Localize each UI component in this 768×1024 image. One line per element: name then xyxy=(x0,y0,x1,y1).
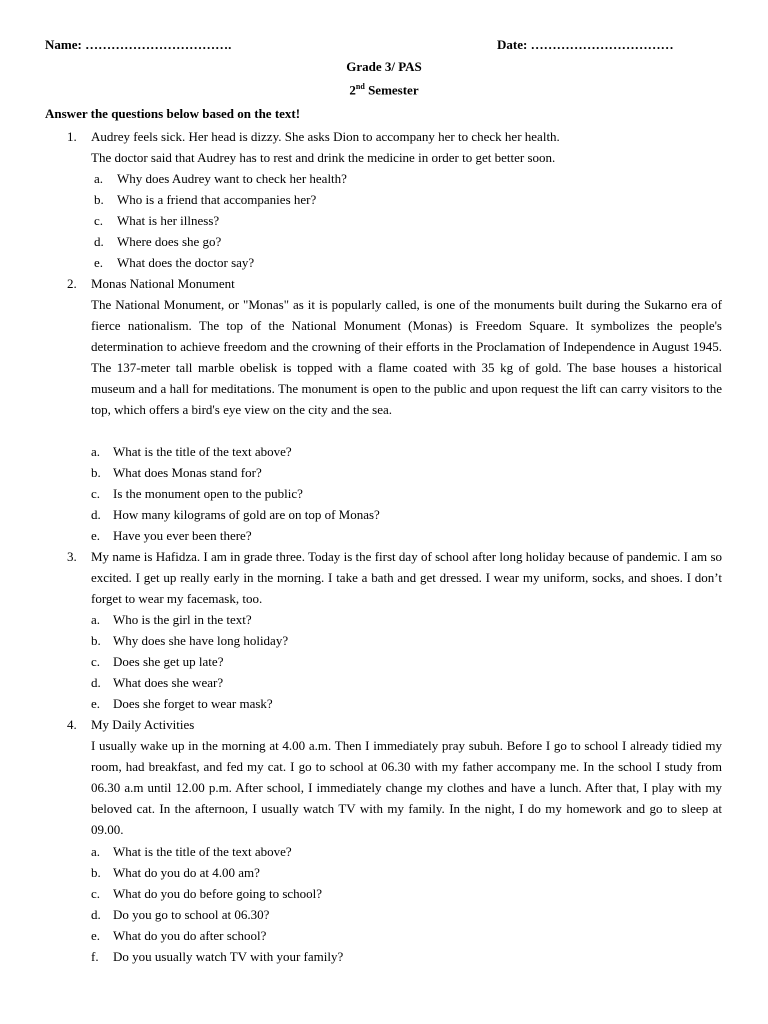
question-paragraph: The National Monument, or "Monas" as it is popularly called, is one of the monuments built during the Sukarno era of fierce nationalism. The top of the National Monument (Monas) is Freedom Square. It symbolizes the people's determination to achieve freedom and the crowning of their efforts in the Proclamation of Independence in August 1945. The 137-meter tall marble obelisk is topped with a flame coated with 35 kg of gold. The base houses a historical museum and a hall for meditations. The monument is open to the public and upon request the lift can carry visitors to the top, which offers a bird's eye view on the city and the sea. xyxy=(91,297,722,417)
sub-question-letter: c. xyxy=(91,486,101,501)
sub-question-text: What does she wear? xyxy=(113,675,224,690)
sub-question-text: What is the title of the text above? xyxy=(113,844,292,859)
sub-question-text: Who is the girl in the text? xyxy=(113,612,252,627)
sub-question-letter: a. xyxy=(91,444,101,459)
sub-question-letter: e. xyxy=(91,696,101,711)
sub-question-text: Why does she have long holiday? xyxy=(113,633,289,648)
question-number: 2. xyxy=(67,276,77,291)
date-field-label: Date: …………………………… xyxy=(497,37,674,52)
sub-question-letter: d. xyxy=(91,507,101,522)
sub-question-text: What is her illness? xyxy=(117,213,220,228)
sub-question-letter: d. xyxy=(94,234,104,249)
sub-question-letter: b. xyxy=(94,192,104,207)
question-paragraph: I usually wake up in the morning at 4.00 a.m. Then I immediately pray subuh. Before I go to school I already tidied my room, had breakfast, and fed my cat. I go to school at 06.30 with my father accompany me. In the school I study from 06.30 a.m until 12.00 p.m. After school, I immediately change my clothes and have a lunch. After that, I play with my beloved cat. In the afternoon, I usually watch TV with my family. In the night, I do my homework and go to sleep at 09.00. xyxy=(91,738,722,837)
sub-question-letter: d. xyxy=(91,675,101,690)
sub-question-text: Does she forget to wear mask? xyxy=(113,696,273,711)
sub-question-letter: c. xyxy=(91,654,101,669)
question-number: 4. xyxy=(67,717,77,732)
sub-question-text: What is the title of the text above? xyxy=(113,444,292,459)
sub-question-text: What does the doctor say? xyxy=(117,255,255,270)
sub-question-text: Does she get up late? xyxy=(113,654,224,669)
sub-question-text: Have you ever been there? xyxy=(113,528,252,543)
header-row xyxy=(45,37,725,55)
sub-question-letter: f. xyxy=(91,949,99,964)
question-number: 1. xyxy=(67,129,77,144)
sub-question-text: What do you do after school? xyxy=(113,928,267,943)
grade-title: Grade 3/ PAS xyxy=(346,59,422,74)
sub-question-text: Is the monument open to the public? xyxy=(113,486,303,501)
sub-question-text: Why does Audrey want to check her health? xyxy=(117,171,347,186)
sub-question-letter: e. xyxy=(91,528,101,543)
sub-question-letter: d. xyxy=(91,907,101,922)
question-number: 3. xyxy=(67,549,77,564)
sub-question-text: What do you do at 4.00 am? xyxy=(113,865,260,880)
sub-question-text: How many kilograms of gold are on top of Monas? xyxy=(113,507,380,522)
sub-question-letter: a. xyxy=(91,844,101,859)
semester-word: Semester xyxy=(364,82,419,98)
name-field-label: Name: ……………………………. xyxy=(45,37,232,52)
sub-question-letter: b. xyxy=(91,633,101,648)
instruction: Answer the questions below based on the text! xyxy=(45,106,301,121)
sub-question-text: Do you usually watch TV with your family? xyxy=(113,949,344,964)
question-paragraph: My name is Hafidza. I am in grade three. Today is the first day of school after long holiday because of pandemic. I am so excited. I get up really early in the morning. I take a bath and get dressed. I wear my uniform, socks, and shoes. I don’t forget to wear my facemask, too. xyxy=(91,549,722,606)
question-title: Monas National Monument xyxy=(91,276,235,291)
semester-number: 2 xyxy=(349,82,356,98)
sub-question-letter: a. xyxy=(91,612,101,627)
sub-question-letter: e. xyxy=(91,928,101,943)
sub-question-text: Do you go to school at 06.30? xyxy=(113,907,270,922)
sub-question-text: What does Monas stand for? xyxy=(113,465,262,480)
sub-question-text: Who is a friend that accompanies her? xyxy=(117,192,317,207)
sub-question-letter: a. xyxy=(94,171,104,186)
sub-question-text: What do you do before going to school? xyxy=(113,886,323,901)
question-title: My Daily Activities xyxy=(91,717,195,732)
sub-question-letter: e. xyxy=(94,255,104,270)
semester-title xyxy=(0,82,768,98)
question-paragraph: The doctor said that Audrey has to rest and drink the medicine in order to get better soon. xyxy=(91,150,556,165)
question-title: Audrey feels sick. Her head is dizzy. She asks Dion to accompany her to check her health. xyxy=(91,129,560,144)
sub-question-text: Where does she go? xyxy=(117,234,222,249)
sub-question-letter: b. xyxy=(91,865,101,880)
sub-question-letter: c. xyxy=(91,886,101,901)
sub-question-letter: b. xyxy=(91,465,101,480)
semester-suffix: nd xyxy=(355,82,365,91)
sub-question-letter: c. xyxy=(94,213,104,228)
